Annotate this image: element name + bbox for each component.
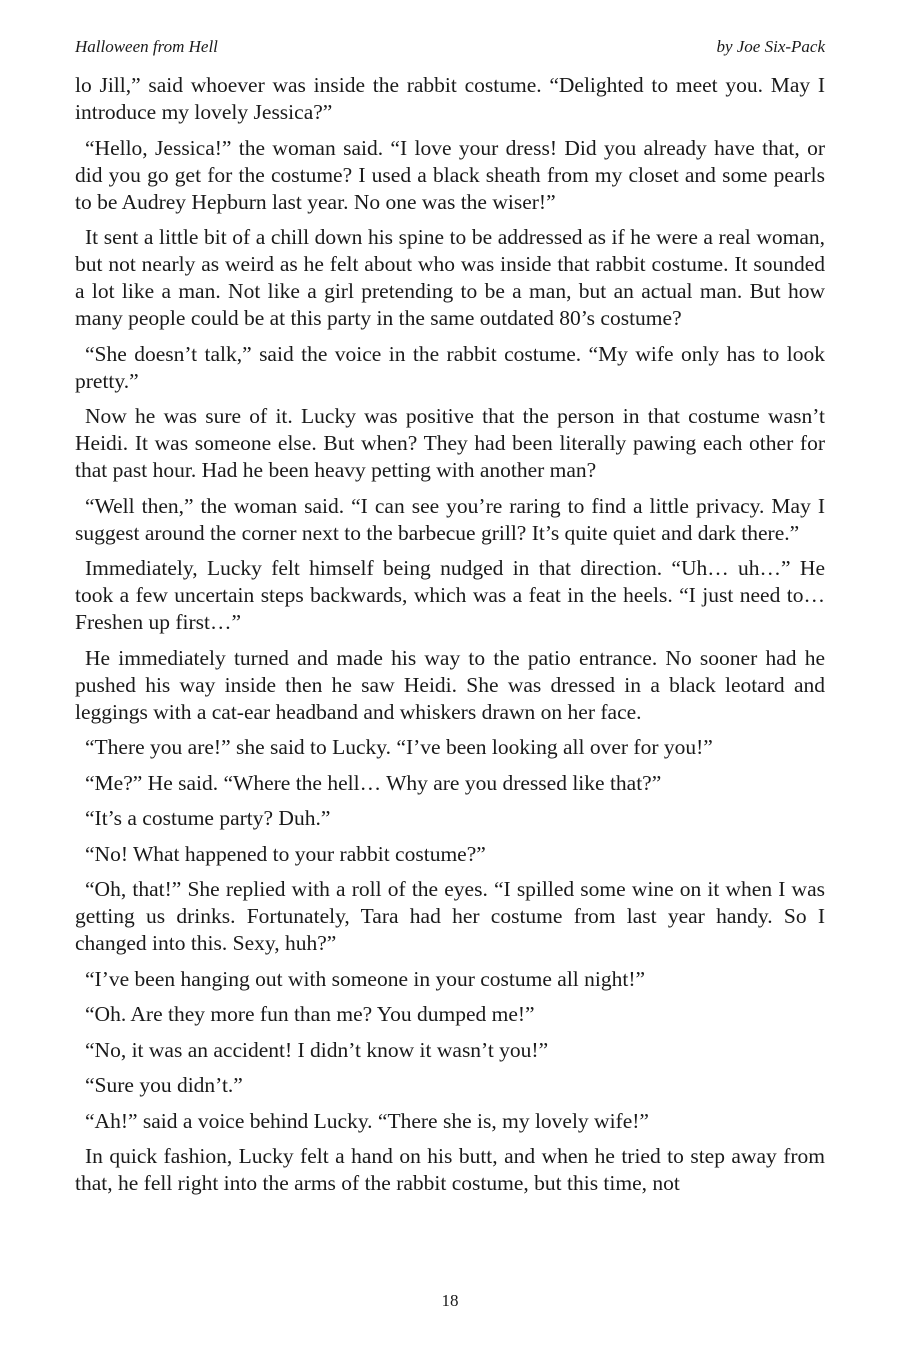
body-text bbox=[75, 72, 825, 1197]
paragraph: “I’ve been hanging out with someone in your costume all night!” bbox=[85, 966, 646, 991]
author-name: by Joe Six-Pack bbox=[716, 37, 825, 56]
paragraph: “She doesn’t talk,” said the voice in the rabbit costume. “My wife only has to look pretty.” bbox=[75, 341, 825, 393]
paragraph: “It’s a costume party? Duh.” bbox=[85, 806, 331, 830]
paragraph: “Me?” He said. “Where the hell… Why are you dressed like that?” bbox=[85, 770, 662, 795]
paragraph: “Sure you didn’t.” bbox=[85, 1073, 243, 1097]
paragraph: “Hello, Jessica!” the woman said. “I love your dress! Did you already have that, or did you go get for the costume? I used a black sheath from my closet and some pearls to be Audrey Hepburn last year. No one was the wiser!” bbox=[75, 135, 825, 214]
paragraph: lo Jill,” said whoever was inside the rabbit costume. “Delighted to meet you. May I introduce my lovely Jessica?” bbox=[75, 73, 825, 124]
paragraph: Immediately, Lucky felt himself being nudged in that direction. “Uh… uh…” He took a few uncertain steps backwards, which was a feat in the heels. “I just need to… Freshen up first…” bbox=[75, 556, 825, 634]
paragraph: In quick fashion, Lucky felt a hand on his butt, and when he tried to step away from that, he fell right into the arms of the rabbit costume, but this time, not bbox=[75, 1144, 825, 1195]
paragraph: “Ah!” said a voice behind Lucky. “There she is, my lovely wife!” bbox=[85, 1108, 649, 1133]
paragraph: “There you are!” she said to Lucky. “I’ve been looking all over for you!” bbox=[85, 735, 713, 759]
page-number: 18 bbox=[441, 1291, 459, 1310]
paragraph: “Oh. Are they more fun than me? You dumped me!” bbox=[85, 1002, 535, 1026]
running-header bbox=[75, 36, 825, 58]
paragraph: Now he was sure of it. Lucky was positive that the person in that costume wasn’t Heidi. It was someone else. But when? They had been literally pawing each other for that past hour. Had he been heavy petting with another man? bbox=[75, 404, 825, 482]
paragraph: He immediately turned and made his way to the patio entrance. No sooner had he pushed his way inside then he saw Heidi. She was dressed in a black leotard and leggings with a cat-ear headband and whiskers drawn on her face. bbox=[75, 645, 825, 724]
paragraph: It sent a little bit of a chill down his spine to be addressed as if he were a real woman, but not nearly as weird as he felt about who was inside that rabbit costume. It sounded a lot like a man. Not like a girl pretending to be a man, but an actual man. But how many people could be at this party in the same outdated 80’s costume? bbox=[75, 225, 825, 330]
paragraph: “Well then,” the woman said. “I can see you’re raring to find a little privacy. May I suggest around the corner next to the barbecue grill? It’s quite quiet and dark there.” bbox=[75, 493, 825, 545]
book-title: Halloween from Hell bbox=[75, 37, 218, 56]
paragraph: “No! What happened to your rabbit costume?” bbox=[85, 841, 486, 866]
paragraph: “Oh, that!” She replied with a roll of the eyes. “I spilled some wine on it when I was getting us drinks. Fortunately, Tara had her costume from last year handy. So I changed into this. Sexy, huh?” bbox=[75, 877, 825, 955]
paragraph: “No, it was an accident! I didn’t know it wasn’t you!” bbox=[85, 1037, 549, 1062]
